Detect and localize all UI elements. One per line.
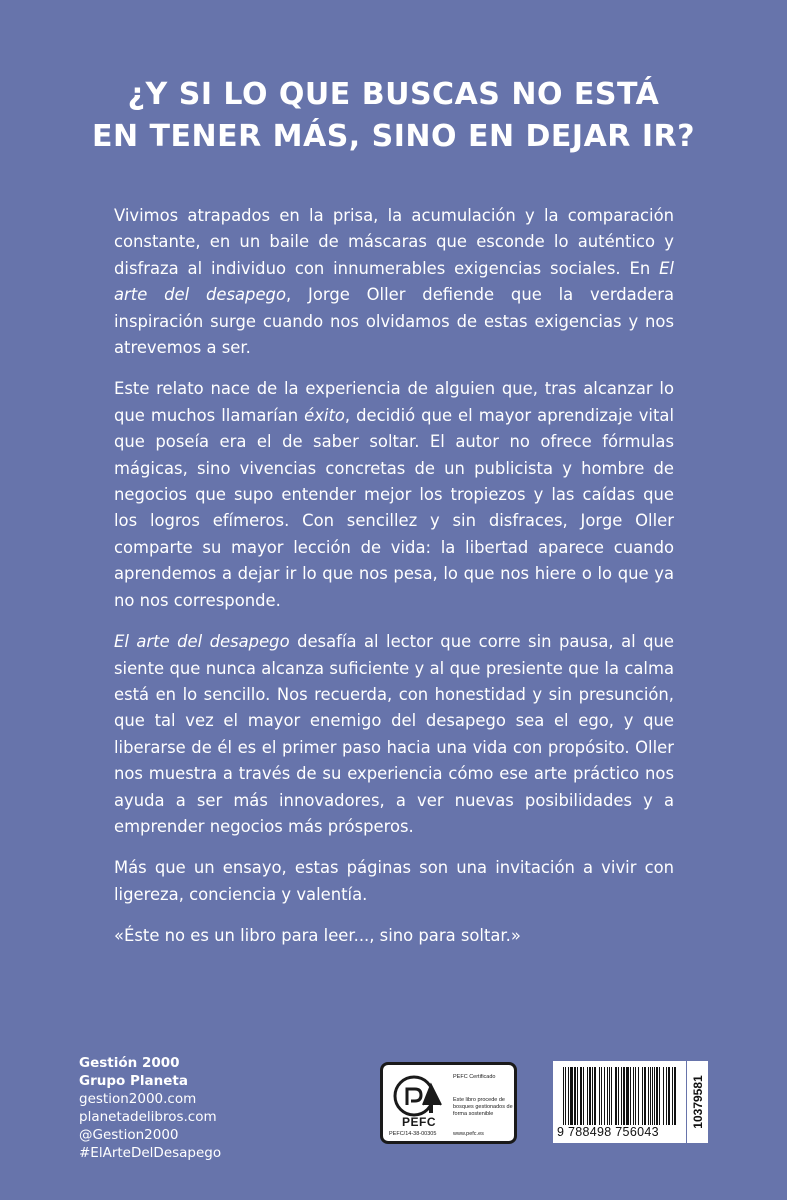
- synopsis-paragraph-2: [114, 376, 674, 614]
- barcode-bar: [621, 1067, 622, 1125]
- barcode-bar: [601, 1067, 602, 1125]
- pefc-tree-logo-icon: [393, 1075, 445, 1117]
- barcode-bar: [563, 1067, 564, 1125]
- barcode-bar: [604, 1067, 605, 1125]
- publisher-name: Gestión 2000: [79, 1055, 180, 1071]
- synopsis-paragraph-4: Más que un ensayo, estas páginas son una invitación a vivir con ligereza, conciencia y valentía.: [114, 858, 674, 904]
- barcode-bar: [609, 1067, 610, 1125]
- pefc-url: www.pefc.es: [453, 1131, 484, 1137]
- barcode-bar: [618, 1067, 619, 1125]
- paragraph-text: , decidió que el mayor aprendizaje vital que poseía era el de saber soltar. El autor no ofrece fórmulas mágicas, sino vivencias concretas de un publicista y hombre de negocios que supo entender mejor los tropiezos y las caídas que los logros efímeros. Con sencillez y sin disfraces, Jorge Oller comparte su mayor lección de vida: la libertad aparece cuando aprendemos a dejar ir lo que nos pesa, lo que nos hiere o lo que ya no nos corresponde.: [114, 405, 675, 610]
- italic-word: éxito: [304, 405, 345, 425]
- barcode-bar: [583, 1067, 584, 1125]
- pefc-certified-label: PEFC Certificado: [453, 1074, 496, 1080]
- synopsis: [114, 203, 674, 965]
- barcode-bar: [663, 1067, 664, 1125]
- hashtag: #ElArteDelDesapego: [79, 1145, 222, 1161]
- barcode-bar: [635, 1067, 636, 1125]
- publisher-group: Grupo Planeta: [79, 1073, 188, 1089]
- headline-line-1: ¿Y SI LO QUE BUSCAS NO ESTÁ: [127, 77, 660, 112]
- barcode-bar: [656, 1067, 658, 1125]
- barcode-bar: [652, 1067, 653, 1125]
- barcode-bar: [644, 1067, 646, 1125]
- pefc-logo-word: PEFC: [401, 1115, 436, 1129]
- paragraph-text: Este relato nace de la experiencia de alguien que, tras alcanzar lo que muchos llamarían: [114, 379, 674, 425]
- closing-quote: «Éste no es un libro para leer..., sino para soltar.»: [114, 926, 521, 946]
- barcode-bar: [626, 1067, 629, 1125]
- book-title-italic: El arte del desapego: [114, 632, 290, 652]
- headline-line-2: EN TENER MÁS, SINO EN DEJAR IR?: [91, 119, 696, 154]
- barcode-bar: [633, 1067, 634, 1125]
- barcode-bar: [672, 1067, 673, 1125]
- barcode-bar: [607, 1067, 608, 1125]
- barcode-bar: [577, 1067, 578, 1125]
- back-cover-headline: [0, 74, 787, 158]
- group-website: planetadelibros.com: [79, 1109, 217, 1125]
- reference-number-box: [687, 1061, 708, 1143]
- barcode-bar: [599, 1067, 600, 1125]
- barcode-bar: [668, 1067, 670, 1125]
- barcode-bar: [630, 1067, 631, 1125]
- pefc-license-code: PEFC/14-38-00305: [389, 1131, 437, 1137]
- isbn-digits: 9 788498 756043: [557, 1125, 659, 1139]
- book-title-italic: El arte del desapego: [114, 258, 674, 305]
- barcode-bar: [587, 1067, 588, 1125]
- barcode-bars: [563, 1067, 676, 1125]
- synopsis-paragraph-1: [114, 203, 674, 361]
- barcode-bar: [580, 1067, 582, 1125]
- barcode-bar: [594, 1067, 596, 1125]
- barcode-bar: [666, 1067, 667, 1125]
- social-handle: @Gestion2000: [79, 1127, 179, 1143]
- barcode-bar: [589, 1067, 591, 1125]
- barcode-bar: [650, 1067, 651, 1125]
- barcode-bar: [659, 1067, 660, 1125]
- paragraph-text: desafía al lector que corre sin pausa, al que siente que nunca alcanza suficiente y al que presiente que la calma está en lo sencillo. Nos recuerda, con honestidad y sin presunción, que tal vez el mayor enemigo del desapego sea el ego, y que liberarse de él es el primer paso hacia una vida con propósito. Oller nos muestra a través de su experiencia cómo ese arte práctico nos ayuda a ser más innovadores, a ver nuevas posibilidades y a emprender negocios más prósperos.: [114, 632, 674, 836]
- barcode-bar: [574, 1067, 576, 1125]
- paragraph-text: Vivimos atrapados en la prisa, la acumulación y la comparación constante, en un baile de máscaras que esconde lo auténtico y disfraza al individuo con innumerables exigencias sociales. En: [114, 206, 674, 278]
- barcode-bar: [592, 1067, 593, 1125]
- pefc-description: Este libro procede de bosques gestionados de forma sostenible: [453, 1097, 513, 1117]
- barcode-bar: [615, 1067, 617, 1125]
- barcode-bar: [648, 1067, 649, 1125]
- barcode-bar: [674, 1067, 676, 1125]
- barcode-bar: [611, 1067, 612, 1125]
- barcode-bar: [565, 1067, 566, 1125]
- isbn-barcode: [553, 1061, 686, 1143]
- barcode-bar: [654, 1067, 655, 1125]
- barcode-bar: [568, 1067, 569, 1125]
- reference-number: 10379581: [690, 1075, 705, 1129]
- publisher-website: gestion2000.com: [79, 1091, 197, 1107]
- synopsis-paragraph-3: [114, 629, 674, 840]
- barcode-bar: [570, 1067, 573, 1125]
- publisher-info: [79, 1054, 221, 1162]
- barcode-bar: [623, 1067, 625, 1125]
- barcode-bar: [638, 1067, 639, 1125]
- paragraph-text: , Jorge Oller defiende que la verdadera inspiración surge cuando nos olvidamos de estas exigencias y nos atrevemos a ser.: [114, 285, 674, 358]
- pefc-certification-badge: [380, 1062, 517, 1144]
- barcode-bar: [642, 1067, 643, 1125]
